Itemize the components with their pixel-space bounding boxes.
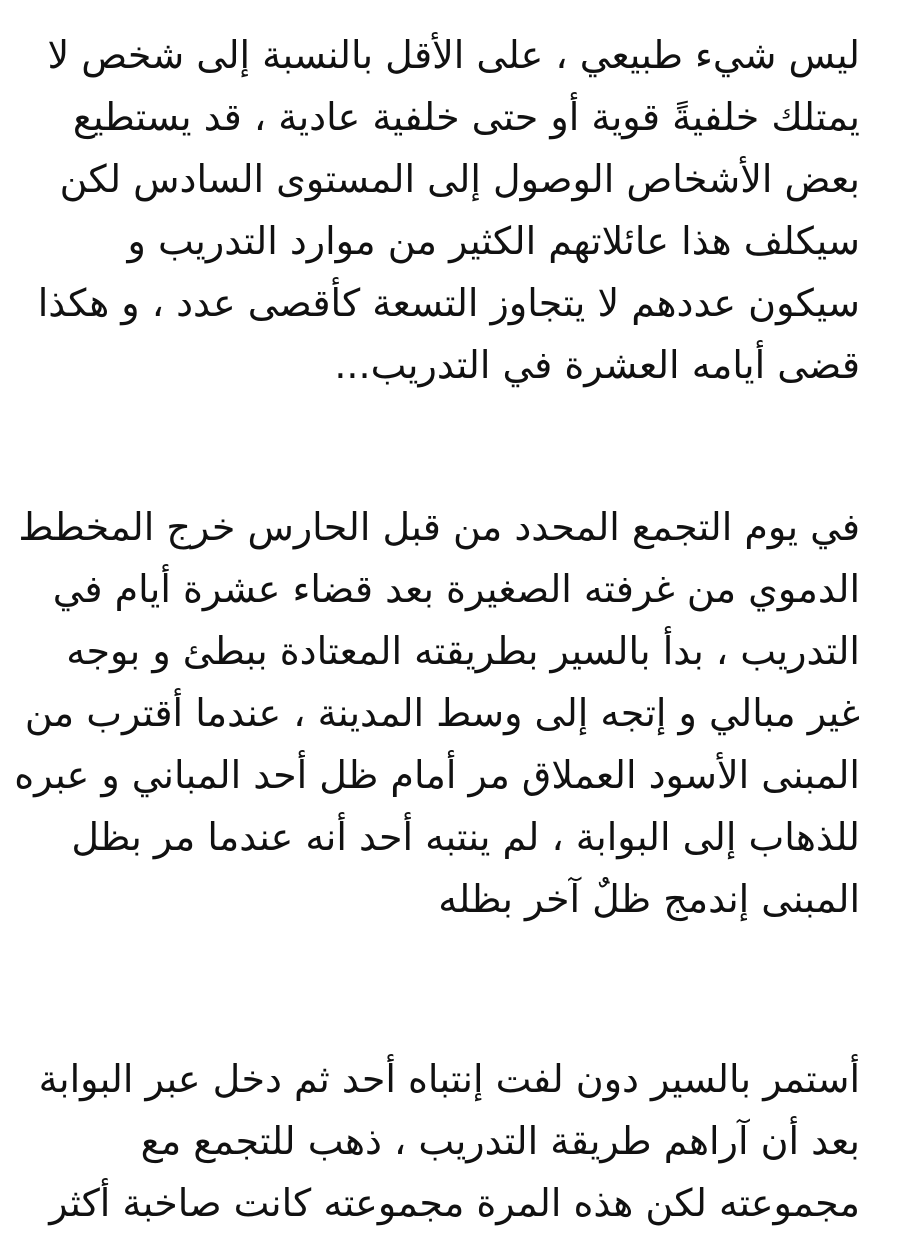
text-line: قضى أيامه العشرة في التدريب... (334, 343, 860, 387)
text-line: التدريب ، بدأ بالسير بطريقته المعتادة ببطئ و بوجه (66, 629, 860, 673)
text-line: سيكون عددهم لا يتجاوز التسعة كأقصى عدد ، و هكذا (37, 281, 860, 325)
text-line: الدموي من غرفته الصغيرة بعد قضاء عشرة أيام في (52, 567, 860, 611)
paragraph-1 (37, 24, 860, 396)
paragraph-2 (14, 496, 860, 930)
text-line: بعد أن آراهم طريقة التدريب ، ذهب للتجمع مع (140, 1119, 860, 1163)
text-line: يمتلك خلفيةً قوية أو حتى خلفية عادية ، قد يستطيع (72, 95, 860, 139)
text-line: سيكلف هذا عائلاتهم الكثير من موارد التدريب و (127, 219, 860, 263)
text-line: أستمر بالسير دون لفت إنتباه أحد ثم دخل عبر البوابة (38, 1057, 860, 1101)
text-line: غير مبالي و إتجه إلى وسط المدينة ، عندما أقترب من (24, 691, 860, 735)
text-line: مجموعته لكن هذه المرة مجموعته كانت صاخبة أكثر (49, 1181, 860, 1225)
text-line: ليس شيء طبيعي ، على الأقل بالنسبة إلى شخص لا (47, 33, 860, 77)
text-line: المبنى الأسود العملاق مر أمام ظل أحد المباني و عبره (14, 753, 860, 797)
paragraph-3 (40, 1048, 860, 1234)
text-line: في يوم التجمع المحدد من قبل الحارس خرج المخطط (18, 505, 860, 549)
paragraph-spacer (40, 930, 860, 1048)
text-line: المبنى إندمج ظلٌ آخر بظله (438, 877, 860, 921)
text-line: للذهاب إلى البوابة ، لم ينتبه أحد أنه عندما مر بظل (71, 815, 860, 859)
text-line: بعض الأشخاص الوصول إلى المستوى السادس لكن (59, 157, 860, 201)
paragraph-spacer (40, 396, 860, 496)
